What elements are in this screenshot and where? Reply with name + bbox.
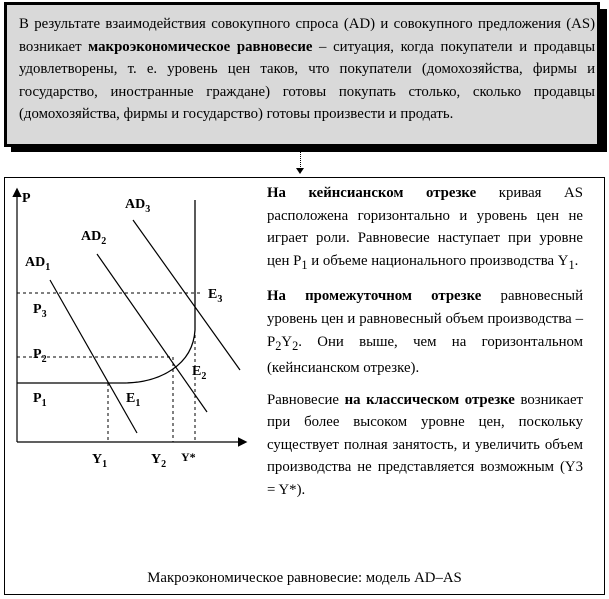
intermediate-paragraph: На промежуточном отрезке равновесный уровень цен и равновесный объем производства – $P_2Y_2$. Они выше, чем на горизонтальном (кейнсианском отрезке). [267,288,584,377]
definition-box [4,2,600,147]
ad2-label: $AD_2$ [81,229,107,247]
ad1-label: $AD_1$ [25,255,51,273]
connector-arrow-icon [296,168,304,174]
p1-label: $P_1$ [33,391,47,409]
e3-label: $E_3$ [208,287,223,305]
ad3-label: $AD_3$ [125,197,151,215]
e2-label: $E_2$ [192,364,207,382]
definition-text [19,13,595,126]
definition-text-part1: В результате взаимодействия совокупного спроса (AD) и совокупного предложения (AS) возникает [19,16,595,55]
ad3-curve [133,220,240,370]
classical-paragraph: Равновесие на классическом отрезке возникает при более высоком уровне цен, поскольку существует полная занятость, и увеличить объем производства не представляется возможным (Y3 = Y*). [267,391,583,499]
y2-label: $Y_2$ [151,452,167,470]
e1-label: $E_1$ [126,391,141,409]
ad-as-graph [5,180,265,470]
ad2-curve [97,254,207,412]
explanation-text [267,182,583,511]
p3-label: $P_3$ [33,302,47,320]
axis-y-label: P [22,191,31,206]
figure-caption: Макроэкономическое равновесие: модель AD–AS [147,570,462,586]
ad1-curve [50,280,137,433]
y1-label: $Y_1$ [92,452,108,470]
definition-term: макроэкономическое равновесие [88,38,313,55]
keynesian-paragraph: На кейнсианском отрезке кривая AS расположена горизонтально и уровень цен не играет роли. Равновесие наступает при уровне цен $P_1$ и объеме национального производства $Y_1$. [267,185,583,272]
definition-text-part2: – ситуация, когда покупатели и продавцы удовлетворены, т. е. уровень цен таков, что покупатели (домохозяйства, фирмы и государство, иностранные граждане) готовы покупать столько, сколько продавцы (домохозяйства, фирмы и государство) готовы произвести и продать. [19,38,596,123]
connector-line [300,152,301,169]
p2-label: $P_2$ [33,347,47,365]
ystar-label: Y* [181,450,196,464]
